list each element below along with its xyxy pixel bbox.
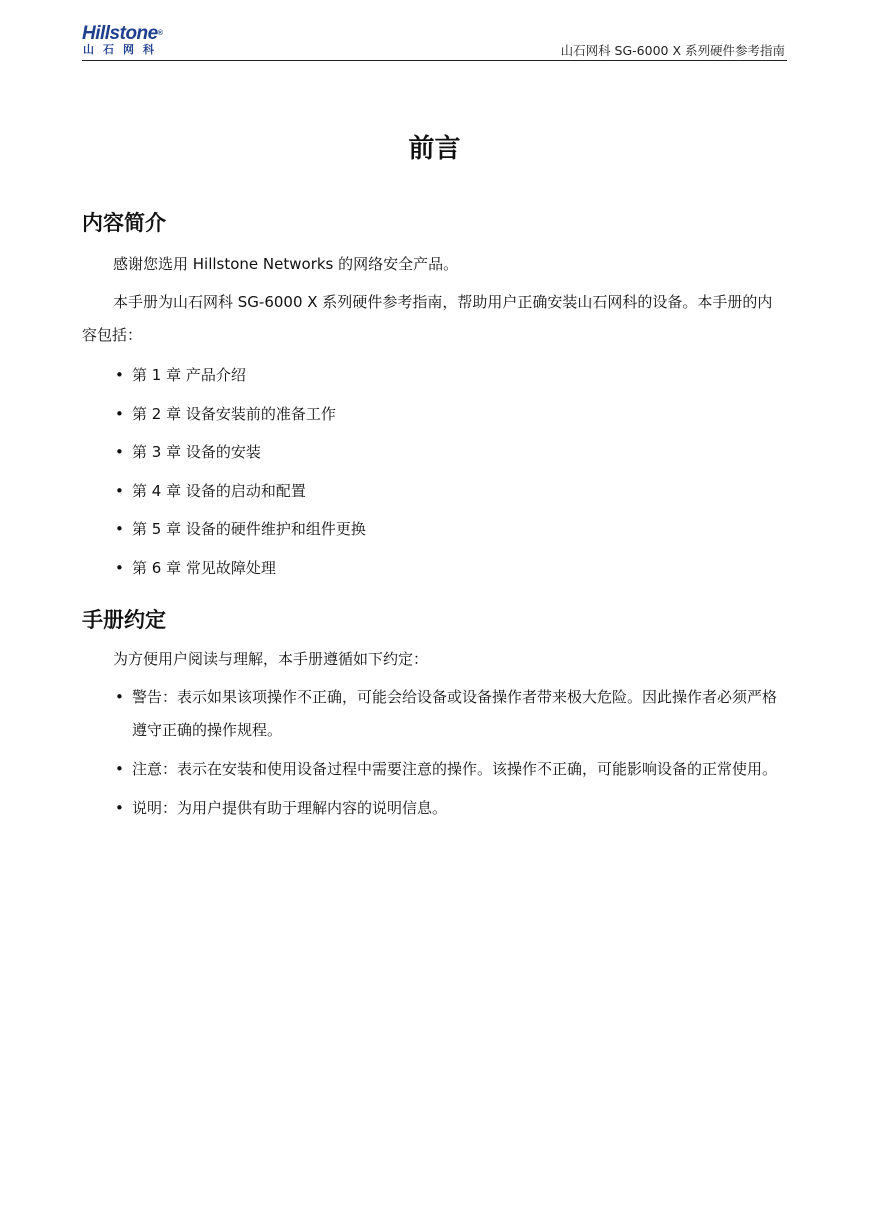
intro-paragraph-thanks: 感谢您选用 Hillstone Networks 的网络安全产品。 (113, 255, 459, 273)
list-item: • 说明：为用户提供有助于理解内容的说明信息。 (82, 792, 787, 825)
intro-paragraph-scope: 本手册为山石网科 SG-6000 X 系列硬件参考指南，帮助用户正确安装山石网科的设备。本手册的内容包括： (82, 293, 773, 344)
conventions-paragraph: 为方便用户阅读与理解，本手册遵循如下约定： (113, 650, 429, 668)
section-heading-intro: 内容简介 (82, 211, 166, 235)
chapter-list (82, 367, 787, 599)
page-header (82, 22, 787, 61)
bullet-icon: • (115, 520, 124, 539)
list-item: • 第 5 章 设备的硬件维护和组件更换 (115, 520, 366, 539)
bullet-icon: • (115, 799, 124, 817)
list-item: • 第 1 章 产品介绍 (115, 366, 246, 384)
list-item: • 第 2 章 设备安装前的准备工作 (115, 404, 336, 423)
logo-wordmark: Hillstone® (82, 23, 163, 44)
bullet-icon: • (115, 481, 124, 500)
list-item: • 警告：表示如果该项操作不正确，可能会给设备或设备操作者带来极大危险。因此操作者必须严格遵守正确的操作规程。 (82, 681, 787, 747)
list-item: • 第 4 章 设备的启动和配置 (115, 481, 306, 500)
header-document-title: 山石网科 SG-6000 X 系列硬件参考指南 (560, 43, 785, 58)
logo-chinese-name: 山石网科 (83, 43, 163, 56)
hillstone-logo (82, 24, 172, 58)
list-item: • 第 3 章 设备的安装 (115, 443, 261, 462)
section-heading-conventions: 手册约定 (82, 608, 166, 632)
bullet-icon: • (115, 404, 124, 423)
bullet-icon: • (115, 443, 124, 462)
conventions-list (82, 681, 787, 831)
bullet-icon: • (115, 558, 124, 577)
bullet-icon: • (115, 688, 124, 706)
bullet-icon: • (115, 760, 124, 778)
bullet-icon: • (115, 366, 124, 384)
page-title: 前言 (408, 134, 461, 164)
list-item: • 注意：表示在安装和使用设备过程中需要注意的操作。该操作不正确，可能影响设备的正常使用。 (82, 753, 787, 786)
list-item: • 第 6 章 常见故障处理 (115, 558, 276, 577)
